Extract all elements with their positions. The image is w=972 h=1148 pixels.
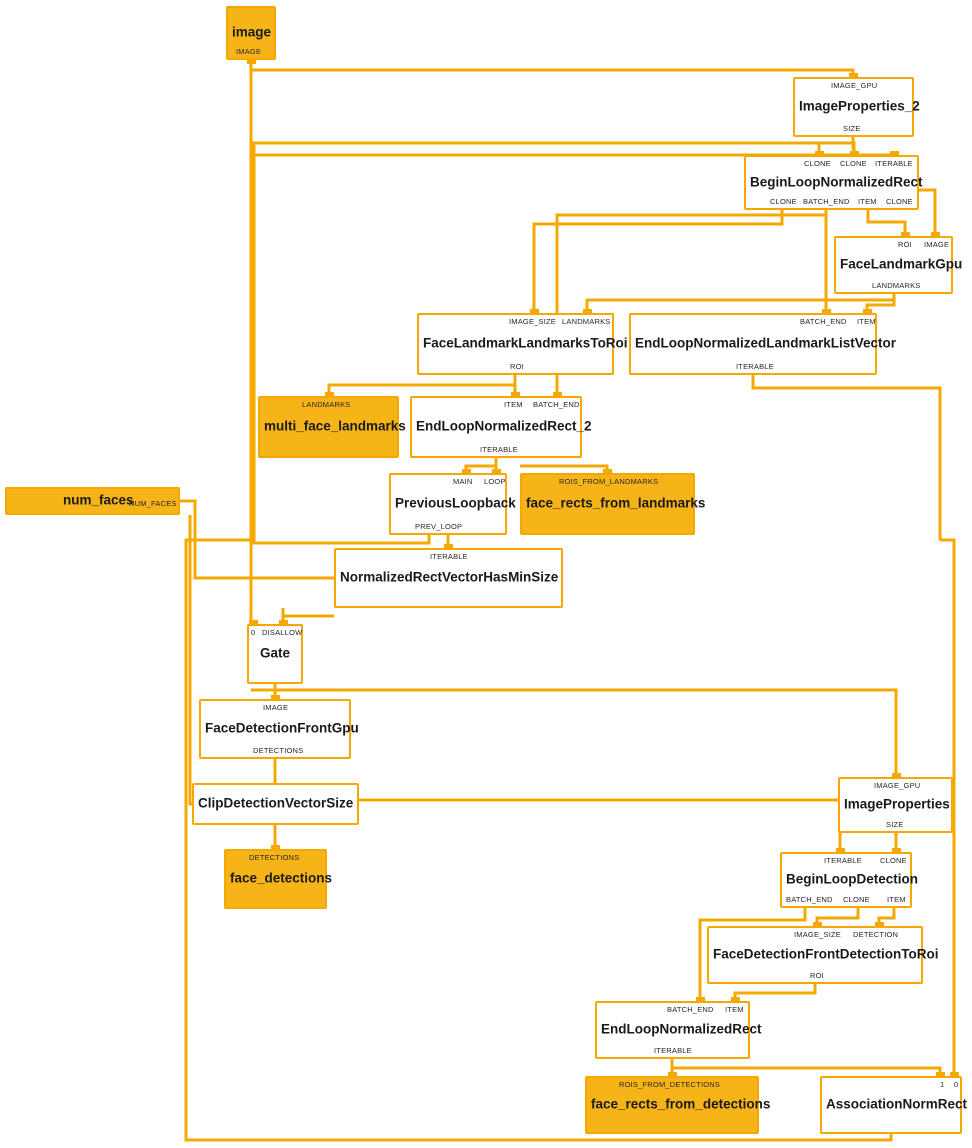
- port-fdfdtr-in-image-size: IMAGE_SIZE: [794, 930, 842, 939]
- node-face-detections-label: face_detections: [230, 870, 333, 886]
- port-fdfdtr-in-detection: DETECTION: [853, 930, 899, 939]
- port-begin-loop-detection-in-iterable: ITERABLE: [824, 856, 862, 865]
- port-gate-in-0: 0: [251, 628, 256, 637]
- node-image-properties-2[interactable]: [793, 77, 920, 137]
- node-face-detection-front-detection-to-roi-label: FaceDetectionFrontDetectionToRoi: [713, 946, 939, 962]
- node-gate-label: Gate: [259, 645, 290, 661]
- port-end-loop-normalized-rect-2-in-item: ITEM: [504, 400, 523, 409]
- port-previous-loopback-in-loop: LOOP: [484, 477, 506, 486]
- port-fdfdtr-out-roi: ROI: [810, 971, 824, 980]
- port-face-detection-front-gpu-in-image: IMAGE: [263, 703, 289, 712]
- node-image-label: image: [232, 24, 272, 40]
- node-face-detections[interactable]: [224, 849, 333, 909]
- port-begin-loop-normalized-rect-out-clone-2: CLONE: [886, 197, 913, 206]
- port-face-landmark-gpu-out-landmarks: LANDMARKS: [872, 281, 921, 290]
- node-face-rects-from-landmarks-label: face_rects_from_landmarks: [526, 495, 706, 511]
- node-begin-loop-normalized-rect-label: BeginLoopNormalizedRect: [750, 174, 923, 190]
- node-face-rects-from-detections[interactable]: [585, 1076, 771, 1134]
- port-gate-in-disallow: DISALLOW: [262, 628, 303, 637]
- port-begin-loop-normalized-rect-in-clone-1: CLONE: [804, 159, 831, 168]
- node-face-landmark-landmarks-to-roi-label: FaceLandmarkLandmarksToRoi: [423, 335, 628, 351]
- port-image-properties-2-out-size: SIZE: [843, 124, 861, 133]
- node-end-loop-normalized-landmark-list-vector[interactable]: [629, 313, 897, 375]
- port-begin-loop-normalized-rect-in-iterable: ITERABLE: [875, 159, 913, 168]
- node-face-landmark-gpu[interactable]: [834, 236, 963, 294]
- port-end-loop-nllv-out-iterable: ITERABLE: [736, 362, 774, 371]
- node-end-loop-normalized-landmark-list-vector-label: EndLoopNormalizedLandmarkListVector: [635, 335, 897, 351]
- node-face-detection-front-detection-to-roi[interactable]: [707, 926, 939, 984]
- port-begin-loop-detection-out-clone: CLONE: [843, 895, 870, 904]
- node-face-rects-from-landmarks[interactable]: [520, 473, 706, 535]
- port-end-loop-nllv-in-item: ITEM: [857, 317, 876, 326]
- port-num-faces-out-num-faces: NUM_FACES: [129, 499, 177, 508]
- port-face-landmark-landmarks-to-roi-in-image-size: IMAGE_SIZE: [509, 317, 557, 326]
- node-begin-loop-detection[interactable]: [780, 852, 918, 908]
- node-end-loop-normalized-rect-label: EndLoopNormalizedRect: [601, 1021, 762, 1037]
- node-previous-loopback-label: PreviousLoopback: [395, 495, 516, 511]
- port-previous-loopback-in-main: MAIN: [453, 477, 473, 486]
- port-face-landmark-landmarks-to-roi-out-roi: ROI: [510, 362, 524, 371]
- port-begin-loop-normalized-rect-in-clone-2: CLONE: [840, 159, 867, 168]
- port-begin-loop-normalized-rect-out-batch-end: BATCH_END: [803, 197, 850, 206]
- port-image-out-image: IMAGE: [236, 47, 262, 56]
- port-face-landmark-gpu-in-image: IMAGE: [924, 240, 950, 249]
- node-face-detection-front-gpu[interactable]: [199, 699, 359, 759]
- node-face-landmark-landmarks-to-roi[interactable]: [417, 313, 628, 375]
- node-normalized-rect-vector-has-min-size[interactable]: [334, 548, 563, 608]
- port-image-properties-in-image-gpu: IMAGE_GPU: [874, 781, 921, 790]
- port-face-rects-from-landmarks-in-rois: ROIS_FROM_LANDMARKS: [559, 477, 659, 486]
- node-multi-face-landmarks[interactable]: [258, 396, 406, 458]
- node-face-detection-front-gpu-label: FaceDetectionFrontGpu: [205, 720, 359, 736]
- port-begin-loop-detection-out-item: ITEM: [887, 895, 906, 904]
- node-begin-loop-detection-label: BeginLoopDetection: [786, 871, 918, 887]
- node-image-properties[interactable]: [838, 777, 953, 833]
- node-image-properties-label: ImageProperties: [844, 796, 950, 812]
- port-face-detection-front-gpu-out-detections: DETECTIONS: [253, 746, 304, 755]
- node-face-landmark-gpu-label: FaceLandmarkGpu: [840, 256, 963, 272]
- node-image-properties-2-label: ImageProperties_2: [799, 98, 920, 114]
- port-begin-loop-detection-in-clone: CLONE: [880, 856, 907, 865]
- port-image-properties-out-size: SIZE: [886, 820, 904, 829]
- node-face-rects-from-detections-label: face_rects_from_detections: [591, 1096, 771, 1112]
- port-begin-loop-normalized-rect-out-clone-1: CLONE: [770, 197, 797, 206]
- port-begin-loop-normalized-rect-out-item: ITEM: [858, 197, 877, 206]
- port-multi-face-landmarks-in-landmarks: LANDMARKS: [302, 400, 351, 409]
- node-association-norm-rect[interactable]: [820, 1076, 968, 1134]
- port-image-properties-2-in-image-gpu: IMAGE_GPU: [831, 81, 878, 90]
- port-end-loop-normalized-rect-in-batch-end: BATCH_END: [667, 1005, 714, 1014]
- node-image[interactable]: [226, 6, 276, 60]
- port-end-loop-nllv-in-batch-end: BATCH_END: [800, 317, 847, 326]
- port-end-loop-normalized-rect-2-in-batch-end: BATCH_END: [533, 400, 580, 409]
- port-association-norm-rect-in-0: 0: [954, 1080, 959, 1089]
- port-face-rects-from-detections-in-rois: ROIS_FROM_DETECTIONS: [619, 1080, 721, 1089]
- port-association-norm-rect-in-1: 1: [940, 1080, 945, 1089]
- port-end-loop-normalized-rect-out-iterable: ITERABLE: [654, 1046, 692, 1055]
- port-begin-loop-detection-out-batch-end: BATCH_END: [786, 895, 833, 904]
- node-clip-detection-vector-size-label: ClipDetectionVectorSize: [198, 795, 354, 811]
- node-clip-detection-vector-size[interactable]: [192, 783, 359, 825]
- node-begin-loop-normalized-rect[interactable]: [744, 155, 923, 210]
- node-end-loop-normalized-rect-2[interactable]: [410, 396, 592, 458]
- node-association-norm-rect-label: AssociationNormRect: [826, 1096, 968, 1112]
- port-end-loop-normalized-rect-in-item: ITEM: [725, 1005, 744, 1014]
- port-face-detections-in-detections: DETECTIONS: [249, 853, 300, 862]
- node-end-loop-normalized-rect-2-label: EndLoopNormalizedRect_2: [416, 418, 592, 434]
- node-num-faces-label: num_faces: [63, 492, 134, 508]
- node-multi-face-landmarks-label: multi_face_landmarks: [264, 418, 406, 434]
- node-end-loop-normalized-rect[interactable]: [595, 1001, 762, 1059]
- port-face-landmark-landmarks-to-roi-in-landmarks: LANDMARKS: [562, 317, 611, 326]
- port-end-loop-normalized-rect-2-out-iterable: ITERABLE: [480, 445, 518, 454]
- node-num-faces[interactable]: [5, 487, 180, 515]
- port-face-landmark-gpu-in-roi: ROI: [898, 240, 912, 249]
- node-gate[interactable]: [247, 624, 303, 684]
- port-previous-loopback-out-prev-loop: PREV_LOOP: [415, 522, 463, 531]
- node-previous-loopback[interactable]: [389, 473, 516, 535]
- port-nrvhms-in-iterable: ITERABLE: [430, 552, 468, 561]
- node-normalized-rect-vector-has-min-size-label: NormalizedRectVectorHasMinSize: [340, 569, 559, 585]
